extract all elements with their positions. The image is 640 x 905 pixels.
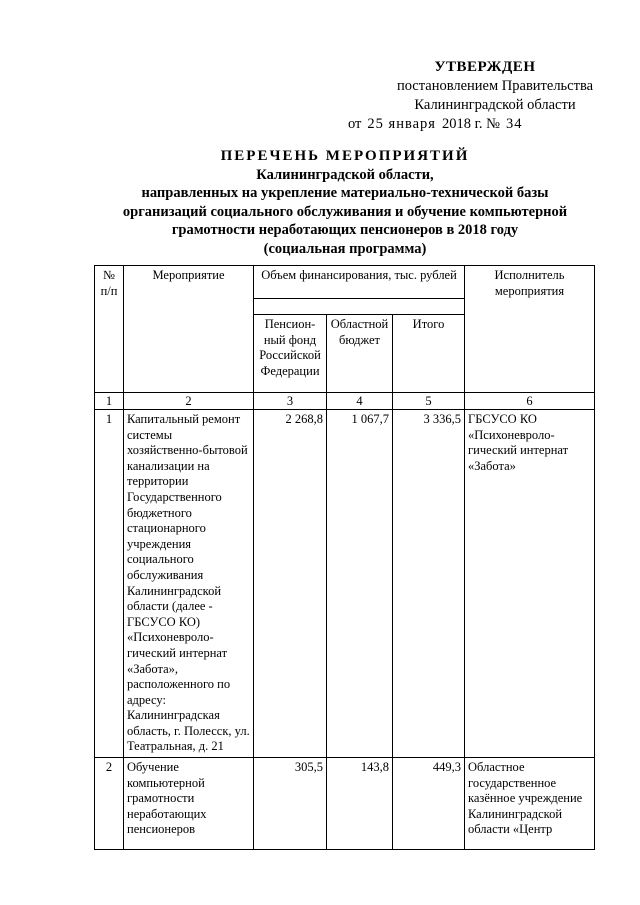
col-number: 2 <box>124 393 254 410</box>
row-regional: 143,8 <box>327 758 393 850</box>
header-spacer <box>254 299 465 315</box>
heading-line-4: грамотности неработающих пенсионеров в 2018 году <box>171 222 519 238</box>
table-row <box>95 410 595 758</box>
row-total: 3 336,5 <box>393 410 465 758</box>
heading-line-5: (социальная программа) <box>263 240 427 257</box>
column-numbers-row <box>95 393 595 410</box>
col-number: 6 <box>465 393 595 410</box>
date-prefix: от <box>348 116 362 132</box>
col-number: 4 <box>327 393 393 410</box>
approval-title: УТВЕРЖДЕН <box>434 59 536 75</box>
col-number: 3 <box>254 393 327 410</box>
approval-line-2: Калининградской области <box>414 97 576 113</box>
date-day: 25 января <box>367 116 436 132</box>
col-number: 1 <box>95 393 124 410</box>
row-executor: Областное государственное казённое учреждение Калининградской области «Центр <box>465 758 595 850</box>
row-pension-fund: 305,5 <box>254 758 327 850</box>
approval-line-1: постановлением Правительства <box>396 78 594 94</box>
header-executor: Исполнитель мероприятия <box>465 266 595 393</box>
heading-line-2: направленных на укрепление материально-технической базы <box>141 185 549 201</box>
table-row <box>95 758 595 850</box>
col-number: 5 <box>393 393 465 410</box>
row-event: Обучение компьютерной грамотности неработающих пенсионеров <box>124 758 254 850</box>
events-table <box>94 265 595 850</box>
header-funding: Объем финансирования, тыс. рублей <box>254 266 465 299</box>
row-executor: ГБСУСО КО «Психоневроло-гический интернат «Забота» <box>465 410 595 758</box>
row-num: 2 <box>95 758 124 850</box>
approval-stamp <box>330 58 620 134</box>
header-pension-fund: Пенсион-ный фонд Российской Федерации <box>254 315 327 393</box>
approval-date <box>348 115 620 134</box>
header-event: Мероприятие <box>124 266 254 393</box>
date-year: 2018 г. № <box>441 116 501 132</box>
row-num: 1 <box>95 410 124 758</box>
header-total: Итого <box>393 315 465 393</box>
header-regional: Областной бюджет <box>327 315 393 393</box>
heading-line-3: организаций социального обслуживания и обучение компьютерной <box>122 203 568 220</box>
decree-number: 34 <box>506 116 523 132</box>
header-num: № п/п <box>95 266 124 393</box>
row-pension-fund: 2 268,8 <box>254 410 327 758</box>
row-regional: 1 067,7 <box>327 410 393 758</box>
row-total: 449,3 <box>393 758 465 850</box>
heading-line-1: Калининградской области, <box>256 166 434 183</box>
row-event: Капитальный ремонт системы хозяйственно-бытовой канализации на территории Государственного бюджетного стационарного учреждения социального обслуживания Калининградской области (далее - ГБСУСО КО) «Психоневроло-гический интернат «Забота», расположенного по адресу: Калининградская область, г. Полесск, ул. Театральная, д. 21 <box>124 410 254 758</box>
document-title: ПЕРЕЧЕНЬ МЕРОПРИЯТИЙ <box>220 148 470 164</box>
document-heading <box>95 147 595 258</box>
